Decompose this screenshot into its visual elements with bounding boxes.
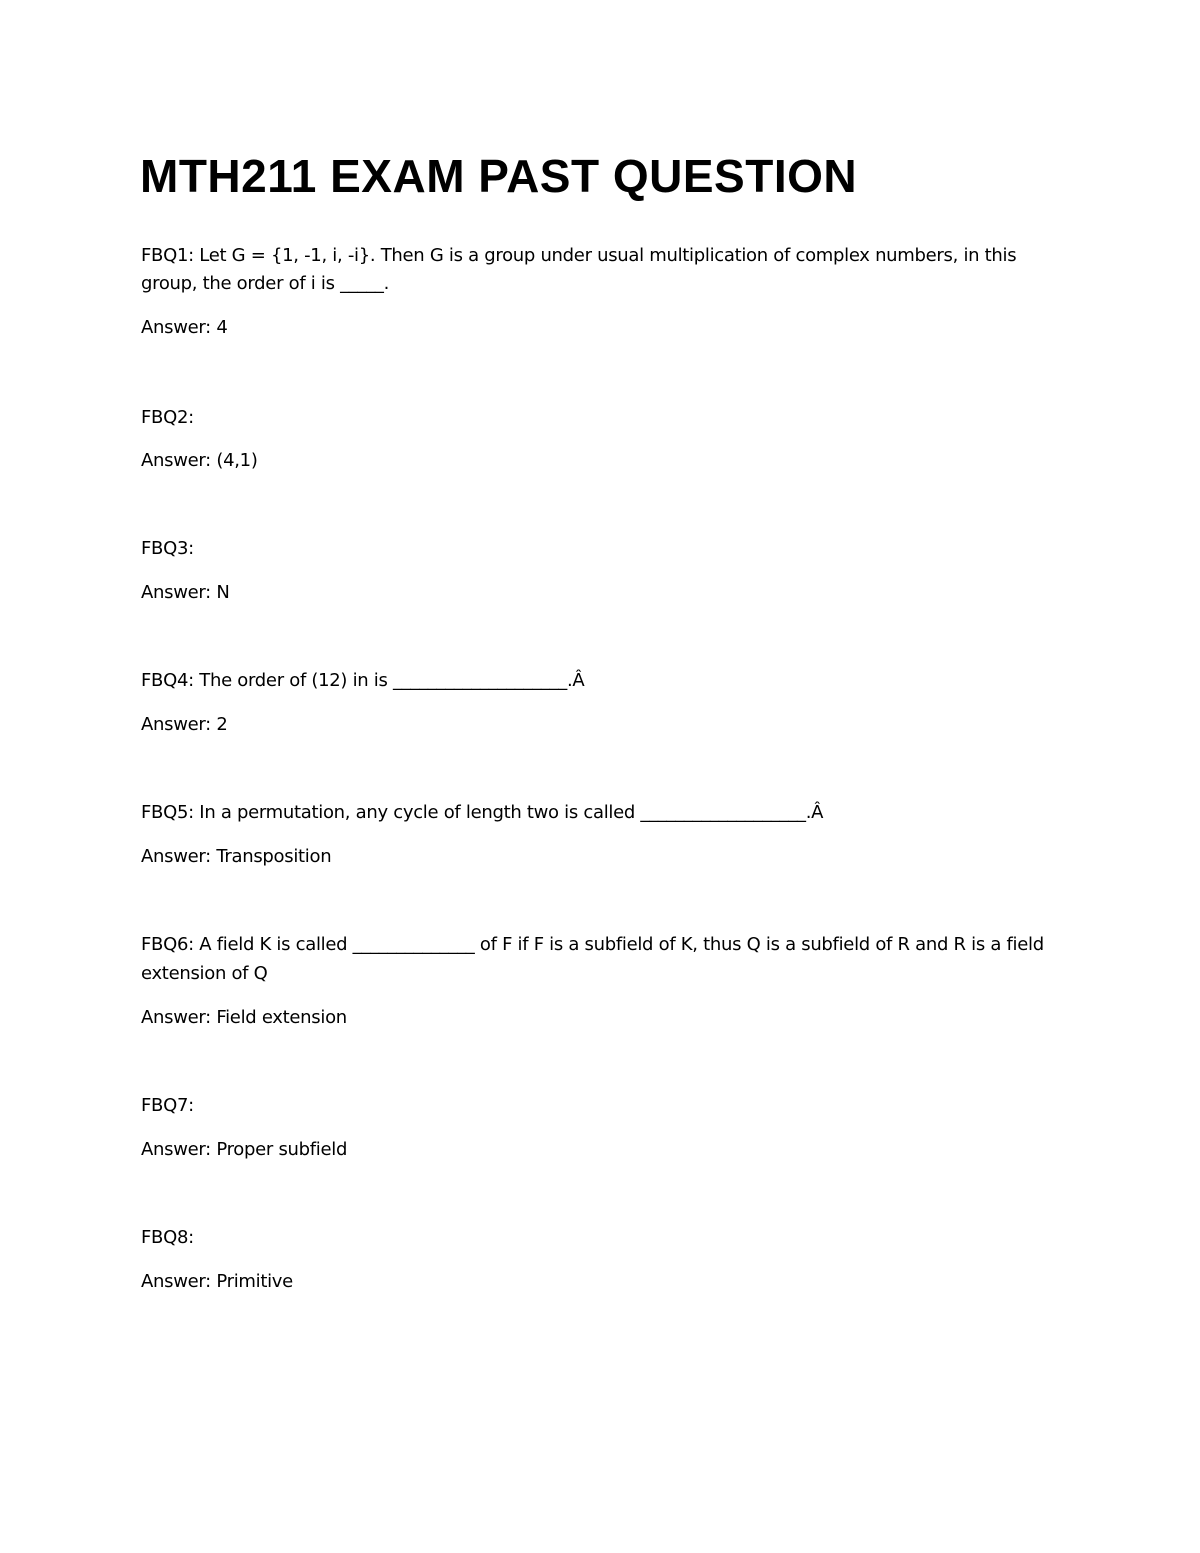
answer-2: Answer: (4,1) <box>141 450 258 471</box>
answer-3: Answer: N <box>141 582 230 603</box>
question-8-line-1: FBQ8: <box>141 1227 194 1248</box>
answer-6: Answer: Field extension <box>141 1007 347 1028</box>
question-1-line-2: group, the order of i is _____. <box>141 273 390 294</box>
page-title: MTH211 EXAM PAST QUESTION <box>140 150 858 202</box>
question-7-line-1: FBQ7: <box>141 1095 194 1116</box>
answer-4: Answer: 2 <box>141 714 228 735</box>
answer-5: Answer: Transposition <box>141 846 332 867</box>
question-6-line-1: FBQ6: A field K is called ______________ of F if F is a subfield of K, thus Q is a subfield of R and R is a field <box>141 934 1044 955</box>
question-5-line-1: FBQ5: In a permutation, any cycle of length two is called ___________________.Â <box>141 802 824 823</box>
answer-8: Answer: Primitive <box>141 1271 293 1292</box>
question-6-line-2: extension of Q <box>141 963 268 984</box>
answer-7: Answer: Proper subfield <box>141 1139 348 1160</box>
question-1-line-1: FBQ1: Let G = {1, -1, i, -i}. Then G is a group under usual multiplication of complex numbers, in this <box>141 245 1017 266</box>
question-3-line-1: FBQ3: <box>141 538 194 559</box>
question-4-line-1: FBQ4: The order of (12) in is ____________________.Â <box>141 670 585 691</box>
question-2-line-1: FBQ2: <box>141 407 194 428</box>
answer-1: Answer: 4 <box>141 317 228 338</box>
